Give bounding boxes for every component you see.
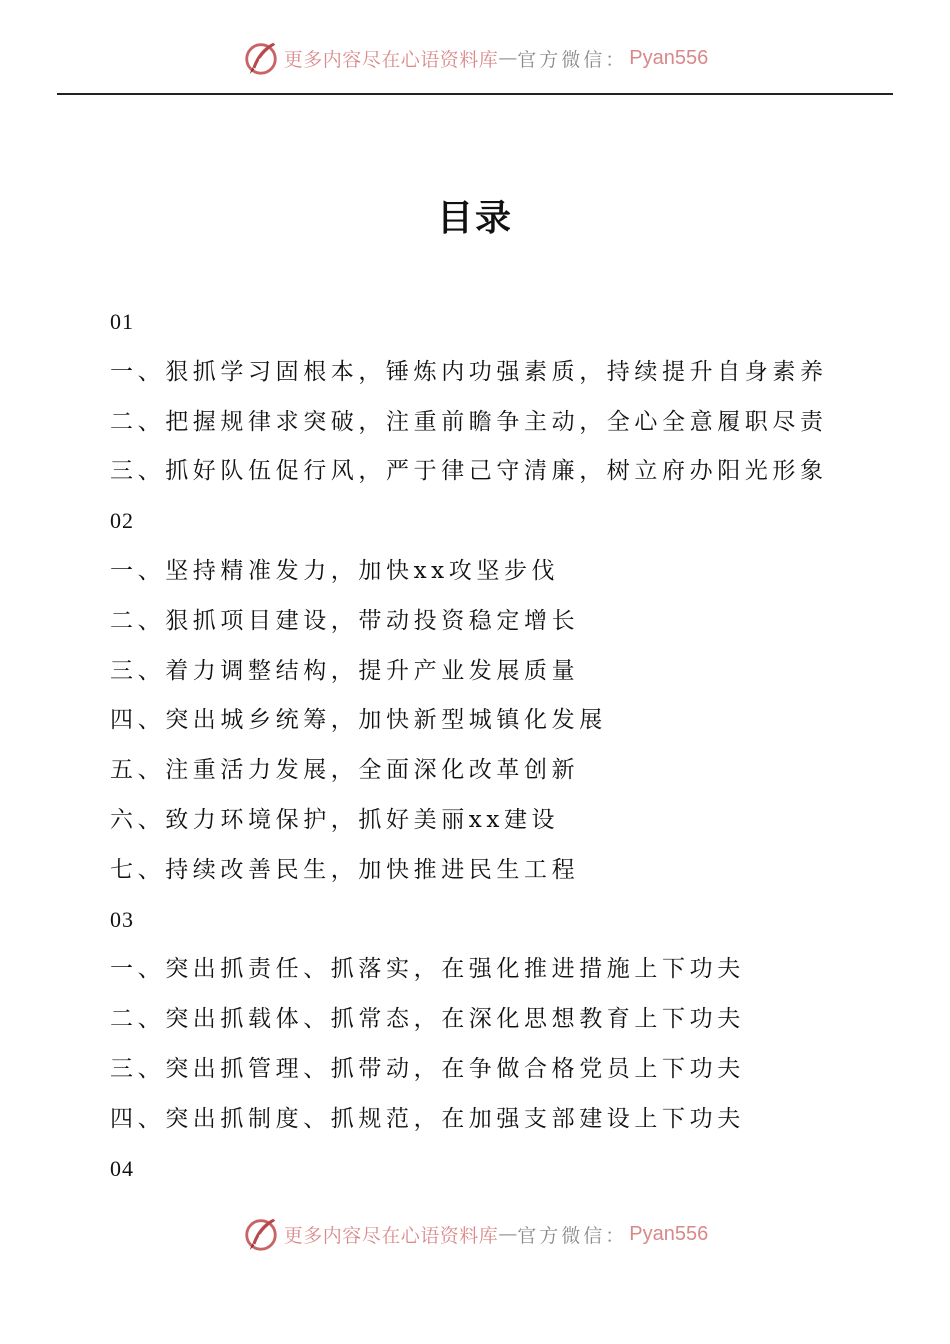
header-watermark [0,38,950,78]
quill-pen-logo-icon [242,1215,280,1253]
toc-entry: 三、抓好队伍促行风，严于律己守清廉，树立府办阳光形象 [110,458,828,485]
toc-entry: 二、狠抓项目建设，带动投资稳定增长 [110,607,580,634]
toc-section-number: 04 [110,1155,134,1181]
toc-entry: 二、突出抓载体、抓常态，在深化思想教育上下功夫 [110,1006,745,1033]
watermark-wechat-id: Pyan556 [629,1222,709,1245]
toc-entry: 三、着力调整结构，提升产业发展质量 [110,657,580,684]
header-divider [57,93,893,95]
toc-entry: 三、突出抓管理、抓带动，在争做合格党员上下功夫 [110,1055,745,1082]
watermark-text: 更多内容尽在心语资料库 [283,48,499,71]
page-title: 目录 [436,198,513,239]
watermark-dash: — [498,1223,518,1245]
footer-watermark [0,1214,950,1254]
toc-entry: 五、注重活力发展，全面深化改革创新 [110,757,580,784]
table-of-contents [110,300,910,1196]
watermark-wechat-id: Pyan556 [629,46,709,69]
toc-entry: 七、持续改善民生，加快推进民生工程 [110,856,580,883]
toc-section-number: 02 [110,508,134,534]
toc-entry: 一、狠抓学习固根本，锤炼内功强素质，持续提升自身素养 [110,358,828,385]
watermark-official-label: 官方微信： [517,48,628,71]
toc-entry: 六、致力环境保护，抓好美丽xx建设 [110,806,560,833]
watermark-dash: — [498,47,518,69]
toc-section-number: 03 [110,906,134,932]
toc-section-number: 01 [110,309,134,334]
toc-entry: 一、突出抓责任、抓落实，在强化推进措施上下功夫 [110,956,745,983]
toc-entry: 四、突出抓制度、抓规范，在加强支部建设上下功夫 [110,1105,745,1132]
toc-entry: 二、把握规律求突破，注重前瞻争主动，全心全意履职尽责 [110,408,828,435]
watermark-official-label: 官方微信： [517,1224,628,1247]
toc-entry: 一、坚持精准发力，加快xx攻坚步伐 [110,557,560,584]
quill-pen-logo-icon [242,39,280,77]
toc-entry: 四、突出城乡统筹，加快新型城镇化发展 [110,707,607,734]
watermark-text: 更多内容尽在心语资料库 [283,1224,499,1247]
